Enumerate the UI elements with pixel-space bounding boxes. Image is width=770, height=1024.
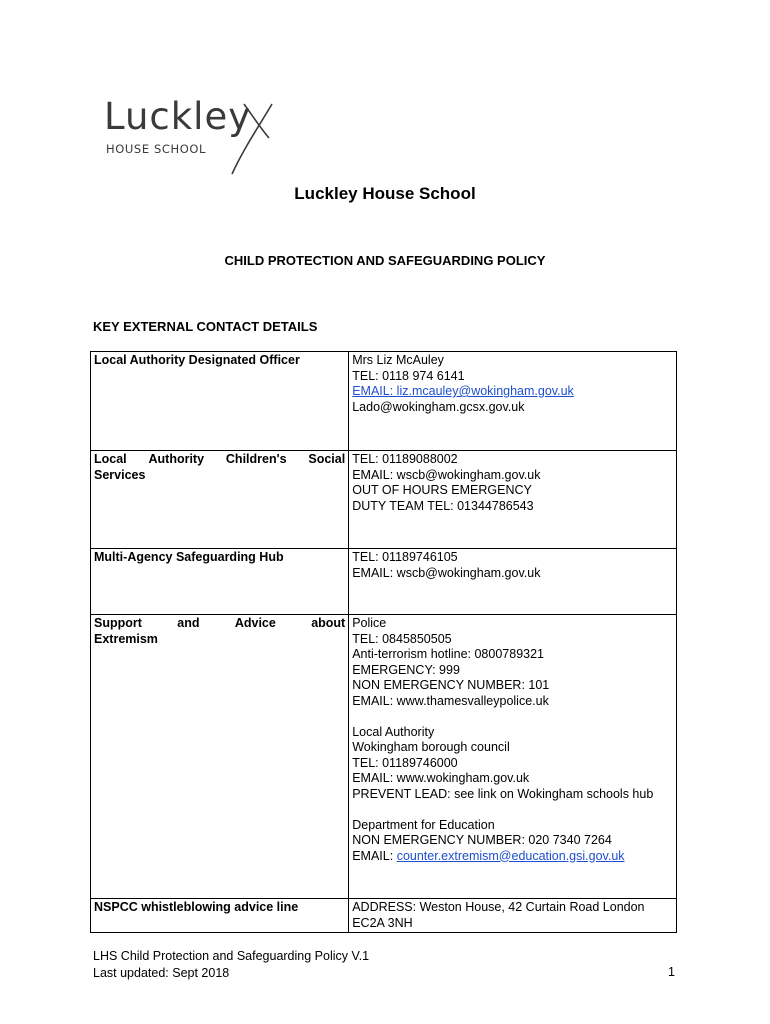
contact-line: PREVENT LEAD: see link on Wokingham schools hub (352, 786, 654, 801)
contact-details (349, 549, 677, 615)
contact-label-line: Extremism (94, 631, 158, 646)
label-word: Advice (234, 616, 276, 630)
school-logo (104, 95, 274, 178)
label-word: Support (94, 616, 142, 630)
contact-line: EMAIL: wscb@wokingham.gov.uk (352, 565, 541, 580)
contact-line: EMAIL: www.wokingham.gov.uk (352, 771, 530, 785)
email-link[interactable]: counter.extremism@education.gsi.gov.uk (396, 848, 625, 863)
contact-label-line (94, 616, 345, 632)
spacer (352, 802, 673, 818)
contact-line: NON EMERGENCY NUMBER: 020 7340 7264 (352, 833, 612, 847)
table-row (91, 615, 677, 899)
contact-line: EC2A 3NH (352, 915, 413, 930)
contact-label-line (94, 452, 345, 468)
contacts-table (90, 351, 677, 933)
page-footer (93, 948, 369, 982)
policy-title: CHILD PROTECTION AND SAFEGUARDING POLICY (224, 253, 546, 268)
section-heading: KEY EXTERNAL CONTACT DETAILS (93, 319, 318, 334)
logo-wordmark: Luckley (104, 95, 252, 138)
page-number: 1 (668, 965, 675, 979)
contact-line: DUTY TEAM TEL: 01344786543 (352, 498, 534, 513)
label-word: Authority (148, 452, 205, 466)
label-word: and (177, 616, 200, 630)
label-word: Children's (225, 452, 287, 466)
contact-label: NSPCC whistleblowing advice line (91, 899, 349, 933)
contact-label: Local Authority Designated Officer (91, 352, 349, 451)
contact-line: TEL: 01189746000 (352, 755, 458, 770)
contact-label-line: Services (94, 467, 146, 482)
contact-line: ADDRESS: Weston House, 42 Curtain Road London (352, 900, 645, 914)
label-word: Social (308, 452, 346, 466)
contact-label (91, 615, 349, 899)
table-row (91, 549, 677, 615)
contact-line: EMAIL: www.thamesvalleypolice.uk (352, 693, 549, 708)
contact-details (349, 451, 677, 549)
contact-line: EMAIL: wscb@wokingham.gov.uk (352, 467, 541, 482)
table-row (91, 451, 677, 549)
table-row (91, 899, 677, 933)
contact-line: Police (352, 616, 387, 630)
contact-line: Mrs Liz McAuley (352, 353, 444, 367)
label-word: about (311, 616, 346, 630)
footer-doc-name: LHS Child Protection and Safeguarding Policy V.1 (93, 949, 370, 963)
contact-line: OUT OF HOURS EMERGENCY (352, 483, 532, 497)
contact-line: Lado@wokingham.gcsx.gov.uk (352, 399, 525, 414)
label-word: Local (94, 452, 127, 466)
contact-line: TEL: 0845850505 (352, 631, 452, 646)
contact-line: Department for Education (352, 817, 495, 832)
footer-updated: Last updated: Sept 2018 (93, 966, 230, 980)
logo-subtitle: HOUSE SCHOOL (106, 142, 207, 156)
logo-cross-icon (104, 95, 274, 178)
contact-line: TEL: 0118 974 6141 (352, 368, 465, 383)
contact-details (349, 899, 677, 933)
contact-line: Local Authority (352, 724, 435, 739)
table-row (91, 352, 677, 451)
email-prefix: EMAIL: (352, 848, 397, 863)
contact-label: Multi-Agency Safeguarding Hub (91, 549, 349, 615)
contact-label (91, 451, 349, 549)
spacer (352, 709, 673, 725)
contact-line: Anti-terrorism hotline: 0800789321 (352, 647, 544, 661)
contact-line: NON EMERGENCY NUMBER: 101 (352, 678, 550, 692)
contact-line: TEL: 01189746105 (352, 550, 458, 564)
contact-line: TEL: 01189088002 (352, 452, 458, 466)
contact-details (349, 352, 677, 451)
contact-line: Wokingham borough council (352, 740, 510, 754)
contact-line: EMERGENCY: 999 (352, 662, 460, 677)
contact-details (349, 615, 677, 899)
email-link[interactable]: EMAIL: liz.mcauley@wokingham.gov.uk (352, 384, 574, 398)
page-title: Luckley House School (294, 184, 476, 203)
contact-line (352, 849, 673, 865)
